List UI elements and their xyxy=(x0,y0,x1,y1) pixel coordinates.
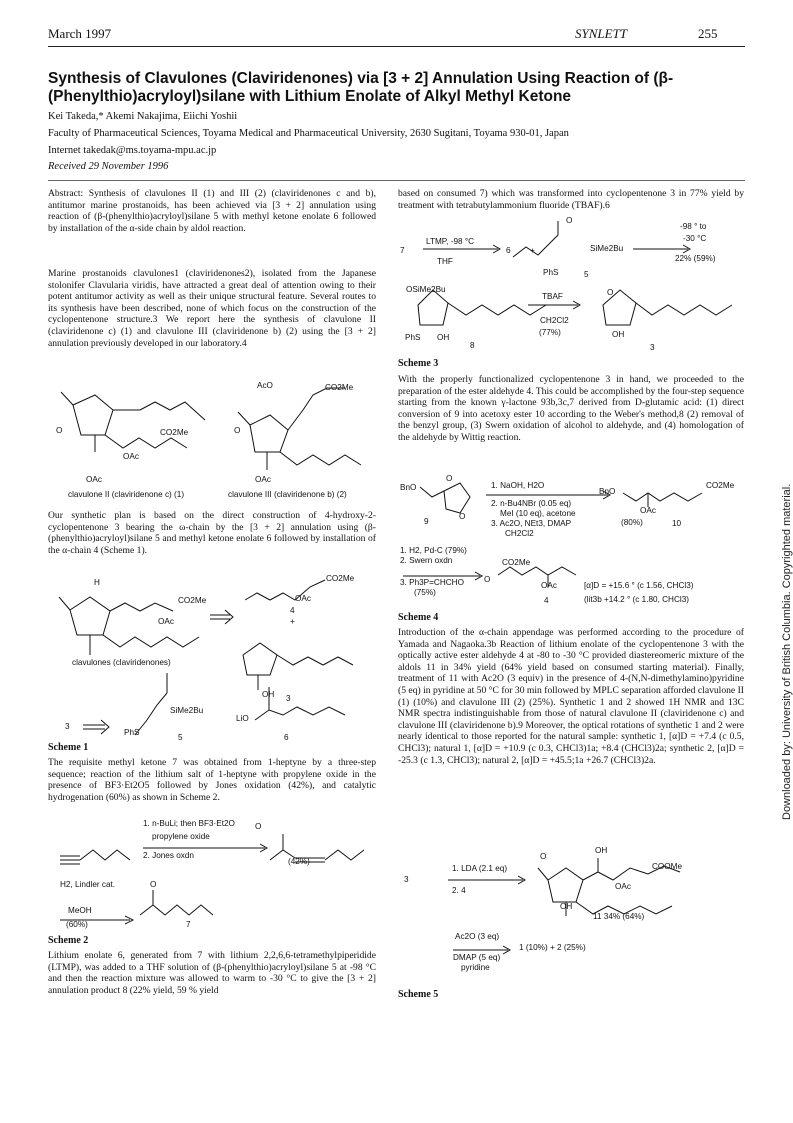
scheme4-co2me2: CO2Me xyxy=(502,558,531,567)
scheme5-oh2: OH xyxy=(560,902,573,911)
scheme5-r1: 1. LDA (2.1 eq) xyxy=(452,864,508,873)
scheme1-plus: + xyxy=(290,617,295,626)
scheme4-n9: 9 xyxy=(424,517,429,526)
header-rule xyxy=(48,46,745,47)
scheme1-n4: 4 xyxy=(290,606,295,615)
scheme4-t2: 2. Swern oxdn xyxy=(400,556,453,565)
scheme1-caption: clavulones (claviridenones) xyxy=(72,658,171,667)
scheme5-label: Scheme 5 xyxy=(398,989,439,1000)
scheme2-o: O xyxy=(255,822,262,831)
scheme5-o: O xyxy=(540,852,547,861)
ester-aldehyde-paragraph: With the properly functionalized cyclopentenone 3 in hand, we proceeded to the preparation of the ester aldehyde 4. This could be accomplished by the four-step sequence starting from the known γ-lactone 93b,3c,7 derived from D-glutamic acid: (1) direct conversion of 9 into acetoxy ester 10 according to the Weber's method,8 (2) removal of the benzyl group, (3) Swern oxidation of alcohol to aldehyde, and (4) homologation of the aldehyde by Wittig reaction. xyxy=(398,374,744,443)
scheme4-t1: 1. H2, Pd-C (79%) xyxy=(400,546,467,555)
scheme3-sime: SiMe2Bu xyxy=(590,244,624,253)
scheme4-oac: OAc xyxy=(640,506,656,515)
header-page: 255 xyxy=(698,26,718,41)
right-top-paragraph: based on consumed 7) which was transformed into cyclopentenone 3 in 77% yield by treatment with tetrabutylammonium fluoride (TBAF).6 xyxy=(398,188,744,211)
scheme1-sime: SiMe2Bu xyxy=(170,706,204,715)
scheme3-phs2: PhS xyxy=(405,333,421,342)
scheme5-ac2o: Ac2O (3 eq) xyxy=(455,932,500,941)
scheme3-oh: OH xyxy=(437,333,450,342)
scheme4-s1: 1. NaOH, H2O xyxy=(491,481,545,490)
alpha-chain-paragraph: Introduction of the α-chain appendage was performed according to the procedure of Yamada and Nagaoka.3b Reaction of lithium enolate of the cyclopentenone 3 with the optically active ester aldehyde 4 at -80 to -30 °C provided diastereomeric mixture of the aldols 11 in 34% yield (64% yield based on consumed starting material). Finally, treatment of 11 with Ac2O (3 equiv) in the presence of 4-(N,N-dimethylamino)pyridine (5 eq) in pyridine at 50 °C for 30 min followed by MPLC separation afforded clavulone II (1) (10%) and clavulone III (2) (25%). Synthetic 1 and 2 showed 1H NMR and 13C NMR spectra indistinguishable from those of natural clavulone II (claviridenone c) and clavulone III (claviridenone b).9 Moreover, the optical rotations of synthetic 1 and 2 were nearly identical to those reported for the natural sample: synthetic 1, [α]D = +7.4 (c 0.5, CHCl3); natural 1, [α]D = +10.9 (c 0.3, CHCl3)1a; +8.4 (CHCl3)2a; synthetic 2, [α]D = -25.3 (c 1.3, CHCl3); natural 2, [α]D = +45.5;1a +26.7 (CHCl3)2a. xyxy=(398,627,744,766)
scheme4-rot2: (lit3b +14.2 ° (c 1.80, CHCl3) xyxy=(584,595,689,604)
scheme2-r4: MeOH xyxy=(68,906,92,915)
scheme1-n5: 5 xyxy=(178,733,183,742)
fig1-aco: AcO xyxy=(257,381,273,390)
fig1-co2me-top: CO2Me xyxy=(325,383,354,392)
fig1-o-b: O xyxy=(234,426,241,435)
methyl-ketone-paragraph: The requisite methyl ketone 7 was obtained from 1-heptyne by a three-step sequence; reaction of the lithium salt of 1-heptyne with propylene oxide in the presence of BF3·Et2O5 followed by Jones oxidation (42%), and catalytic hydrogenation (60%) as shown in Scheme 2. xyxy=(48,757,376,803)
fig1-o-a: O xyxy=(56,426,63,435)
scheme4-n4: 4 xyxy=(544,596,549,605)
scheme5-pyridine: pyridine xyxy=(461,963,490,972)
scheme5-dmap: DMAP (5 eq) xyxy=(453,953,501,962)
scheme4-bno2: BnO xyxy=(599,487,616,496)
scheme5-coome: COOMe xyxy=(652,862,683,871)
scheme5-structures xyxy=(398,850,744,1000)
scheme2-r3: H2, Lindler cat. xyxy=(60,880,116,889)
scheme4-co2me: CO2Me xyxy=(706,481,735,490)
scheme3-o2: O xyxy=(607,288,614,297)
scheme1-h: H xyxy=(94,578,100,587)
abstract: Abstract: Synthesis of clavulones II (1) and III (2) (claviridenones c and b), antitumor marine prostanoids, has been achieved via [3 + 2] annulation using reaction of (β-(phenylthio)acryloyl)silane 5 with methyl ketone enolate 6 followed by installation of the α-side chain by aldol reaction. xyxy=(48,188,376,234)
email: Internet takedak@ms.toyama-mpu.ac.jp xyxy=(48,145,217,156)
scheme3-tbaf: TBAF xyxy=(542,292,563,301)
scheme5-r2: 2. 4 xyxy=(452,886,466,895)
scheme3-cond1: -98 ° to xyxy=(680,222,707,231)
download-notice: Downloaded by: University of British Columbia. Copyrighted material. xyxy=(781,483,793,820)
scheme3-oh2: OH xyxy=(612,330,625,339)
header-journal: SYNLETT xyxy=(575,26,628,41)
scheme4-n10: 10 xyxy=(672,519,682,528)
scheme3-osime: OSiMe2Bu xyxy=(406,285,446,294)
scheme2-label: Scheme 2 xyxy=(48,935,89,946)
scheme1-oh: OH xyxy=(262,690,275,699)
scheme4-rot1: [α]D = +15.6 ° (c 1.56, CHCl3) xyxy=(584,581,694,590)
scheme4-t3: 3. Ph3P=CHCHO xyxy=(400,578,464,587)
intro-paragraph: Marine prostanoids clavulones1 (claviridenones2), isolated from the Japanese stolonifer Clavularia viridis, have attracted a great deal of attention owing to their potent antitumor activity as well as their unique structural feature. Several routes to its synthesis have been described, none of which focus on the construction of the cyclopentenone structure.3 We report here the synthesis of clavulone II (claviridenone c) (1) and clavulone III (claviridenone b) (2) using the [3 + 2] annulation previously developed in our laboratory.4 xyxy=(48,268,376,349)
fig1-oac-c: OAc xyxy=(255,475,271,484)
scheme5-result: 1 (10%) + 2 (25%) xyxy=(519,943,586,952)
scheme2-yield2: (60%) xyxy=(66,920,88,929)
scheme3-n6: 6 xyxy=(506,246,511,255)
scheme2-o2: O xyxy=(150,880,157,889)
plan-paragraph: Our synthetic plan is based on the direct construction of 4-hydroxy-2-cyclopentenone 3 bearing the ω-chain by the [3 + 2] annulation using (β-(phenylthio)acryloyl)silane 5 and methyl ketone enolate 6 followed by installation of the α-chain 4 (Scheme 1). xyxy=(48,510,376,556)
scheme2-r1: 1. n-BuLi; then BF3·Et2O xyxy=(143,819,235,828)
lithium-enolate-paragraph: Lithium enolate 6, generated from 7 with lithium 2,2,6,6-tetramethylpiperidide (LTMP), was added to a THF solution of (β-(phenylthio)acryloyl)silane 5 at -98 °C and then the reaction mixture was allowed to warm to -30 °C to give the [3 + 2] annulation product 8 (22% yield, 59 % yield xyxy=(48,950,376,996)
scheme3-n7: 7 xyxy=(400,246,405,255)
scheme4-yield: (80%) xyxy=(621,518,643,527)
scheme3-label: Scheme 3 xyxy=(398,358,439,369)
fig1-caption-2: clavulone III (claviridenone b) (2) xyxy=(228,490,347,499)
scheme5-n11: 11 34% (64%) xyxy=(593,912,645,921)
fig1-oac-a: OAc xyxy=(123,452,139,461)
scheme4-t3b: (75%) xyxy=(414,588,436,597)
scheme3-cond2: -30 °C xyxy=(683,234,707,243)
scheme2-r1b: propylene oxide xyxy=(152,832,210,841)
scheme4-s3b: CH2Cl2 xyxy=(505,529,534,538)
scheme4-s3: 3. Ac2O, NEt3, DMAP xyxy=(491,519,572,528)
scheme2-r2: 2. Jones oxdn xyxy=(143,851,194,860)
scheme4-s2: 2. n-Bu4NBr (0.05 eq) xyxy=(491,499,572,508)
scheme1-lio: LiO xyxy=(236,714,249,723)
scheme1-n3: 3 xyxy=(286,694,291,703)
scheme3-n3: 3 xyxy=(650,343,655,352)
scheme5-oac: OAc xyxy=(615,882,631,891)
scheme3-ltmp: LTMP, -98 °C xyxy=(426,237,475,246)
fig1-co2me: CO2Me xyxy=(160,428,189,437)
scheme3-phs: PhS xyxy=(543,268,559,277)
scheme3-yield: 22% (59%) xyxy=(675,254,716,263)
received-date: Received 29 November 1996 xyxy=(48,161,169,172)
scheme5-oh: OH xyxy=(595,846,608,855)
authors: Kei Takeda,* Akemi Nakajima, Eiichi Yoshii xyxy=(48,111,238,122)
scheme1-c4-co2me: CO2Me xyxy=(326,574,355,583)
paper-title: Synthesis of Clavulones (Claviridenones) via [3 + 2] Annulation Using Reaction of (β-(Phenylthio)acryloyl)silane with Lithium Enolate of Alkyl Methyl Ketone xyxy=(48,70,674,105)
scheme4-o: O xyxy=(446,474,453,483)
scheme3-o: O xyxy=(566,216,573,225)
scheme3-yield2: (77%) xyxy=(539,328,561,337)
scheme4-oac2: OAc xyxy=(541,581,557,590)
scheme4-label: Scheme 4 xyxy=(398,612,439,623)
scheme4-s2b: MeI (10 eq), acetone xyxy=(500,509,576,518)
clavulone-structures xyxy=(55,380,375,490)
meta-rule xyxy=(48,180,745,181)
scheme1-phs: PhS xyxy=(124,728,140,737)
fig1-caption-1: clavulone II (claviridenone c) (1) xyxy=(68,490,185,499)
affiliation: Faculty of Pharmaceutical Sciences, Toyama Medical and Pharmaceutical University, 2630 Sugitani, Toyama 930-01, Japan xyxy=(48,128,569,139)
scheme1-c4-oac: OAc xyxy=(295,594,311,603)
scheme4-o2: O xyxy=(459,512,466,521)
scheme3-ch2cl2: CH2Cl2 xyxy=(540,316,569,325)
scheme3-thf: THF xyxy=(437,257,453,266)
scheme1-label: Scheme 1 xyxy=(48,742,89,753)
scheme1-n6: 6 xyxy=(284,733,289,742)
fig1-oac-b: OAc xyxy=(86,475,102,484)
header-date: March 1997 xyxy=(48,26,112,41)
scheme3-n8: 8 xyxy=(470,341,475,350)
scheme1-oac: OAc xyxy=(158,617,174,626)
scheme5-n3: 3 xyxy=(404,875,409,884)
scheme2-yield1: (42%) xyxy=(288,857,310,866)
scheme4-o3: O xyxy=(484,575,491,584)
scheme3-n5: 5 xyxy=(584,270,589,279)
scheme4-bno: BnO xyxy=(400,483,417,492)
scheme2-n7: 7 xyxy=(186,920,191,929)
scheme1-n3b: 3 xyxy=(65,722,70,731)
scheme1-co2me: CO2Me xyxy=(178,596,207,605)
scheme3-plus: + xyxy=(530,246,535,255)
